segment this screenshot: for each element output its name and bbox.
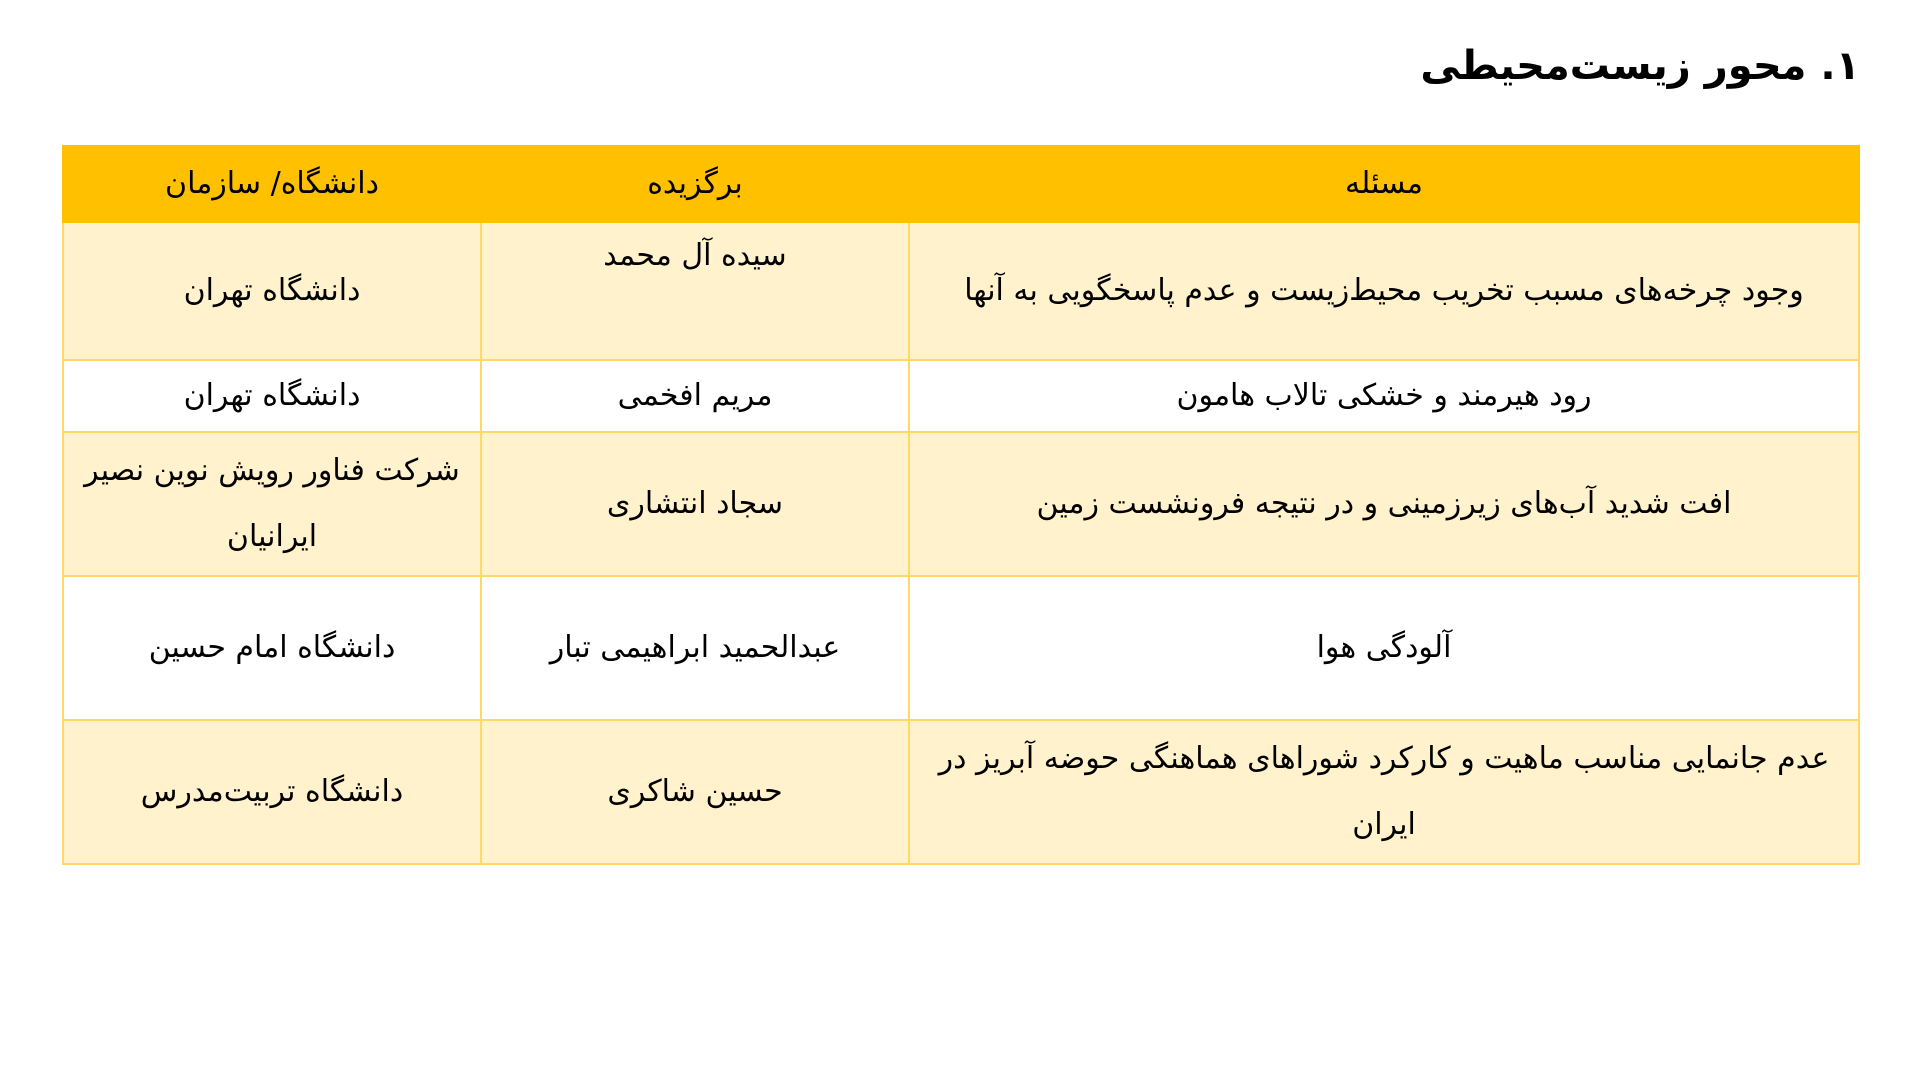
page-title: ۱. محور زیست‌محیطی [1420, 43, 1860, 89]
organization-cell: دانشگاه تهران [63, 360, 481, 432]
table-row [63, 576, 1859, 720]
issue-cell: وجود چرخه‌های مسبب تخریب محیط‌زیست و عدم پاسخگویی به آنها [909, 222, 1859, 360]
issue-cell: رود هیرمند و خشکی تالاب هامون [909, 360, 1859, 432]
organization-cell: دانشگاه امام حسین [63, 576, 481, 720]
winner-cell: عبدالحمید ابراهیمی تبار [481, 576, 909, 720]
winner-cell: سیده آل محمد [481, 222, 909, 360]
organization-cell: دانشگاه تربیت‌مدرس [63, 720, 481, 864]
organization-cell: دانشگاه تهران [63, 222, 481, 360]
issue-cell: آلودگی هوا [909, 576, 1859, 720]
winner-cell: سجاد انتشاری [481, 432, 909, 576]
organization-cell: شرکت فناور رویش نوین نصیر ایرانیان [63, 432, 481, 576]
issue-cell: افت شدید آب‌های زیرزمینی و در نتیجه فرونشست زمین [909, 432, 1859, 576]
winner-cell: حسین شاکری [481, 720, 909, 864]
header-organization: دانشگاه/ سازمان [63, 146, 481, 222]
table-row [63, 360, 1859, 432]
winners-table-container [62, 145, 1858, 865]
table-row [63, 432, 1859, 576]
winners-table [62, 145, 1860, 865]
table-header-row [63, 146, 1859, 222]
winner-cell: مریم افخمی [481, 360, 909, 432]
table-row [63, 720, 1859, 864]
header-winner: برگزیده [481, 146, 909, 222]
header-issue: مسئله [909, 146, 1859, 222]
issue-cell: عدم جانمایی مناسب ماهیت و کارکرد شوراهای هماهنگی حوضه آبریز در ایران [909, 720, 1859, 864]
table-row [63, 222, 1859, 360]
